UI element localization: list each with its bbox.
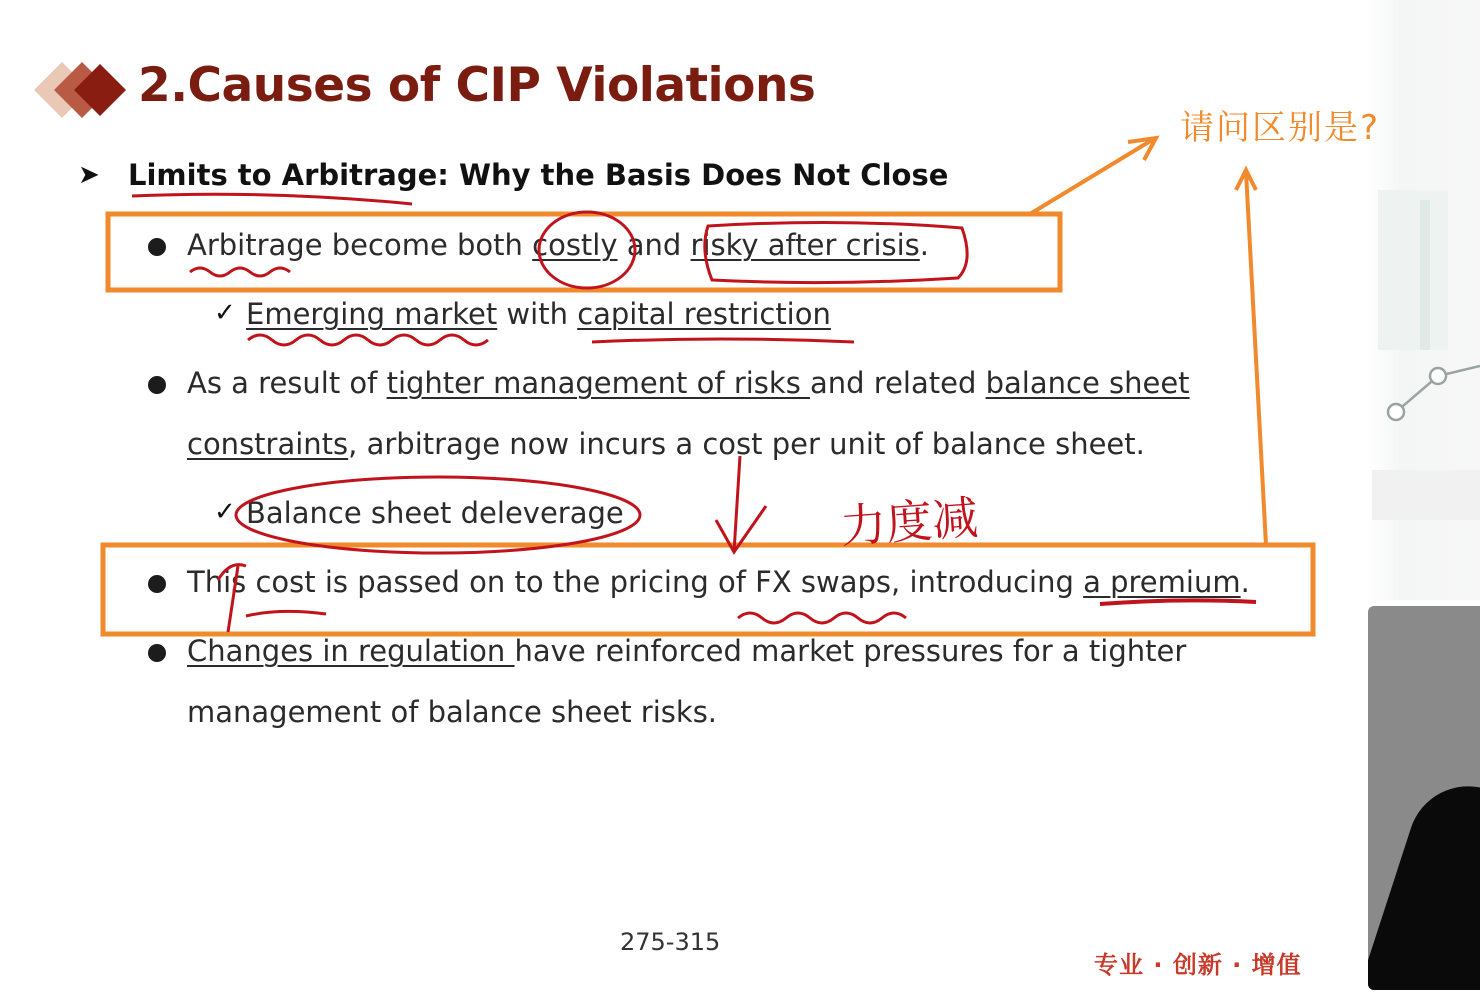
arrow-bullet-icon: ➤ [78,160,100,190]
b1s-part3: capital restriction [577,297,831,331]
b2-l1d: balance sheet [985,366,1190,400]
b1-part2: become both [322,228,533,262]
bullet-4-line-1 [187,634,1186,668]
b1s-part2: with [497,297,578,331]
bullet-1-sub-text [246,297,831,331]
b1-part3: costly [532,228,618,262]
b2-l1c: and related [810,366,986,400]
diamond-logo-icon [30,58,130,122]
page-number: 275-315 [620,928,721,956]
side-chart-block [1372,470,1480,520]
annotation-question: 请问区别是? [1180,108,1381,148]
b3-part1: This cost is passed on to the pricing of FX swaps, introducing [187,565,1084,599]
b3-part3: . [1240,565,1250,599]
bullet-2-line-2 [187,427,1145,461]
bullet-2-line-1 [187,366,1190,400]
b1s-part1: Emerging market [246,297,498,331]
bullet-4-line-2: management of balance sheet risks. [187,695,718,729]
slogan: 专业 · 创新 · 增值 [1094,951,1302,979]
b1-part4: and [617,228,691,262]
bullet-3-text [187,565,1250,599]
side-chart-block [1378,190,1448,350]
b3-part2: a premium [1083,565,1241,599]
b2-l1a: As a result of [187,366,387,400]
b2-l1b: tighter management of risks [386,366,811,400]
bullet-dot-icon [148,238,166,256]
checkmark-icon: ✓ [214,497,236,527]
b4-l1b: have reinforced market pressures for a tighter [514,634,1187,668]
b2-l2b: , arbitrage now incurs a cost per unit of balance sheet. [348,427,1145,461]
presenter-silhouette [1368,771,1480,990]
annotation-handwriting: 力度减 [838,490,980,554]
webcam-video-tile[interactable] [1368,606,1480,990]
subheading: Limits to Arbitrage: Why the Basis Does Not Close [128,158,949,192]
bullet-dot-icon [148,376,166,394]
b1-part6: . [919,228,930,262]
bullet-2-sub-text: Balance sheet deleverage [246,496,624,530]
bullet-1-text [187,228,929,262]
side-chart-bar [1420,200,1430,350]
slide-title: 2.Causes of CIP Violations [138,58,816,113]
b2-l2a: constraints [187,427,349,461]
bullet-dot-icon [148,575,166,593]
b1-part1: Arbitrage [187,228,323,262]
b1-part5: risky after crisis [690,228,920,262]
checkmark-icon: ✓ [214,298,236,328]
bullet-dot-icon [148,644,166,662]
b4-l1a: Changes in regulation [187,634,515,668]
